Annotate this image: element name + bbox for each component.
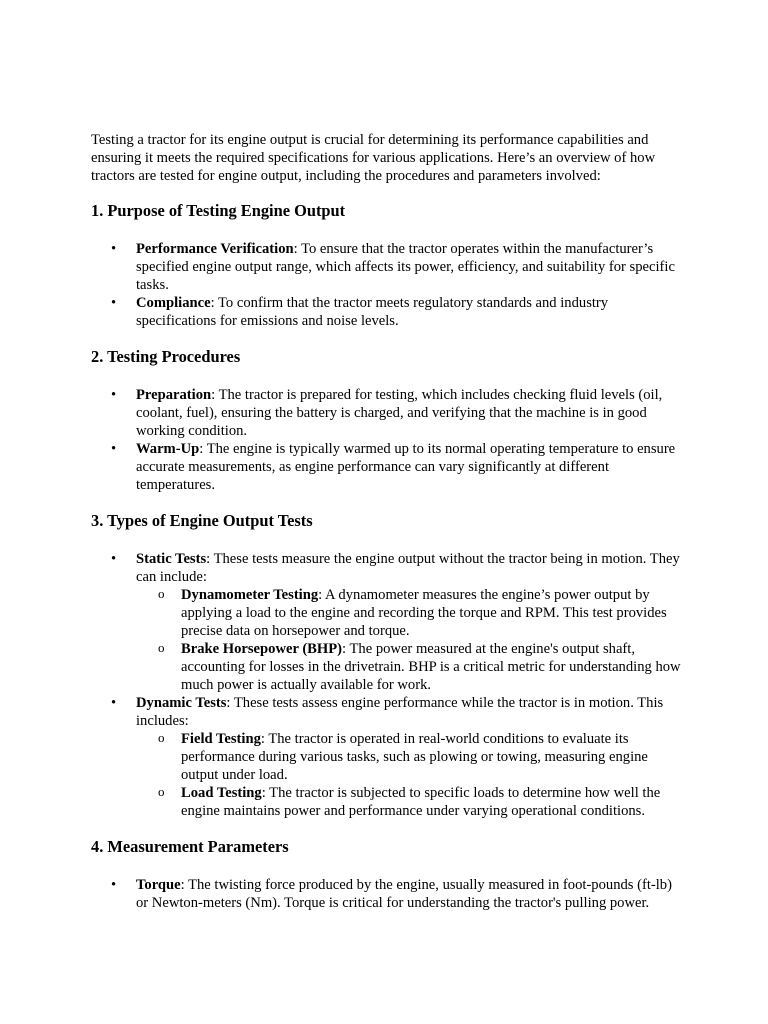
item-text: : These tests assess engine performance while the tractor is in motion. This includes: xyxy=(136,695,664,729)
parameters-list xyxy=(91,876,681,912)
sub-list-item xyxy=(136,784,681,820)
item-text: : The engine is typically warmed up to its normal operating temperature to ensure accurate measurements, as engine performance can vary significantly at different temperatures. xyxy=(136,441,676,493)
item-term: Warm-Up xyxy=(136,441,200,457)
item-term: Preparation xyxy=(136,387,212,403)
dynamic-tests-sublist xyxy=(136,730,681,820)
list-item xyxy=(91,440,681,494)
list-item xyxy=(91,550,681,694)
section-heading-purpose: 1. Purpose of Testing Engine Output xyxy=(91,201,346,220)
item-text: : The twisting force produced by the engine, usually measured in foot-pounds (ft-lb) or Newton-meters (Nm). Torque is critical for understanding the tractor's pulling power. xyxy=(136,877,672,911)
item-term: Dynamic Tests xyxy=(136,695,227,711)
section-heading-test-types: 3. Types of Engine Output Tests xyxy=(91,511,313,530)
item-term: Performance Verification xyxy=(136,241,294,257)
item-term: Compliance xyxy=(136,295,211,311)
list-item xyxy=(91,240,681,294)
item-term: Static Tests xyxy=(136,551,207,567)
sub-list-item xyxy=(136,640,681,694)
item-text: : The power measured at the engine's output shaft, accounting for losses in the drivetrain. BHP is a critical metric for understanding how much power is actually available for work. xyxy=(181,641,681,693)
list-item xyxy=(91,694,681,820)
procedures-list xyxy=(91,386,681,494)
sub-list-item xyxy=(136,730,681,784)
item-term: Brake Horsepower (BHP) xyxy=(181,641,343,657)
item-text: : To confirm that the tractor meets regulatory standards and industry specifications for emissions and noise levels. xyxy=(136,295,609,329)
item-text: : The tractor is prepared for testing, which includes checking fluid levels (oil, coolant, fuel), ensuring the battery is charged, and verifying that the machine is in good working condition. xyxy=(136,387,663,439)
section-heading-parameters: 4. Measurement Parameters xyxy=(91,837,289,856)
item-term: Dynamometer Testing xyxy=(181,587,319,603)
section-heading-procedures: 2. Testing Procedures xyxy=(91,347,241,366)
static-tests-sublist xyxy=(136,586,681,694)
sub-list-item xyxy=(136,586,681,640)
intro-paragraph: Testing a tractor for its engine output is crucial for determining its performance capabilities and ensuring it meets the required specifications for various applications. Here’s an overview of how tractors are tested for engine output, including the procedures and parameters involved: xyxy=(91,132,656,184)
item-term: Load Testing xyxy=(181,785,262,801)
document-page xyxy=(91,131,681,912)
item-term: Torque xyxy=(136,877,181,893)
item-term: Field Testing xyxy=(181,731,261,747)
list-item xyxy=(91,876,681,912)
purpose-list xyxy=(91,240,681,330)
item-text: : The tractor is subjected to specific loads to determine how well the engine maintains power and performance under varying operational conditions. xyxy=(181,785,661,819)
list-item xyxy=(91,386,681,440)
item-text: : The tractor is operated in real-world conditions to evaluate its performance during various tasks, such as plowing or towing, measuring engine output under load. xyxy=(181,731,648,783)
item-text: : A dynamometer measures the engine’s power output by applying a load to the engine and recording the torque and RPM. This test provides precise data on horsepower and torque. xyxy=(181,587,667,639)
list-item xyxy=(91,294,681,330)
item-text: : To ensure that the tractor operates within the manufacturer’s specified engine output range, which affects its power, efficiency, and suitability for specific tasks. xyxy=(136,241,675,293)
test-types-list xyxy=(91,550,681,820)
item-text: : These tests measure the engine output without the tractor being in motion. They can include: xyxy=(136,551,680,585)
